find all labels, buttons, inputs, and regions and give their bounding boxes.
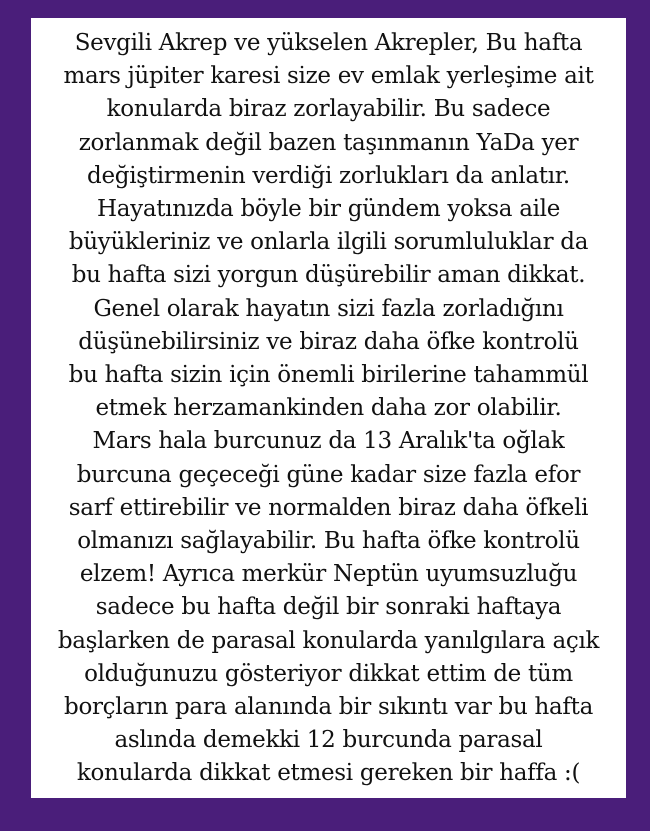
text-line: Hayatınızda böyle bir gündem yoksa aile: [96, 196, 561, 223]
text-line: etmek herzamankinden daha zor olabilir.: [95, 395, 562, 422]
text-line: burcuna geçeceği güne kadar size fazla efor: [76, 461, 581, 488]
text-line: mars jüpiter karesi size ev emlak yerleşime ait: [63, 63, 594, 90]
text-line: değiştirmenin verdiği zorlukları da anlatır.: [87, 162, 570, 189]
text-line: Genel olarak hayatın sizi fazla zorladığını: [93, 295, 564, 322]
text-line: aslında demekki 12 burcunda parasal: [114, 727, 543, 754]
text-line: konularda biraz zorlayabilir. Bu sadece: [106, 96, 551, 123]
text-line: Mars hala burcunuz da 13 Aralık'ta oğlak: [92, 428, 565, 455]
text-line: bu hafta sizin için önemli birilerine tahammül: [68, 362, 589, 389]
text-line: büyükleriniz ve onlarla ilgili sorumluluklar da: [68, 229, 589, 256]
text-line: sarf ettirebilir ve normalden biraz daha öfkeli: [68, 494, 589, 521]
text-line: zorlanmak değil bazen taşınmanın YaDa yer: [78, 129, 579, 156]
text-line: bu hafta sizi yorgun düşürebilir aman dikkat.: [71, 262, 586, 289]
text-line: Sevgili Akrep ve yükselen Akrepler, Bu hafta: [74, 30, 583, 56]
text-line: başlarken de parasal konularda yanılgılara açık: [57, 627, 600, 654]
text-line: borçların para alanında bir sıkıntı var bu hafta: [64, 694, 593, 721]
text-line: düşünebilirsiniz ve biraz daha öfke kontrolü: [78, 328, 579, 355]
text-line: olmanızı sağlayabilir. Bu hafta öfke kontrolü: [77, 528, 580, 555]
text-line: elzem! Ayrıca merkür Neptün uyumsuzluğu: [79, 561, 578, 588]
text-line: sadece bu hafta değil bir sonraki haftaya: [95, 594, 562, 621]
text-line: konularda dikkat etmesi gereken bir haffa :(: [76, 760, 581, 787]
text-card: [31, 18, 626, 798]
text-line: olduğunuzu gösteriyor dikkat ettim de tüm: [84, 660, 573, 687]
